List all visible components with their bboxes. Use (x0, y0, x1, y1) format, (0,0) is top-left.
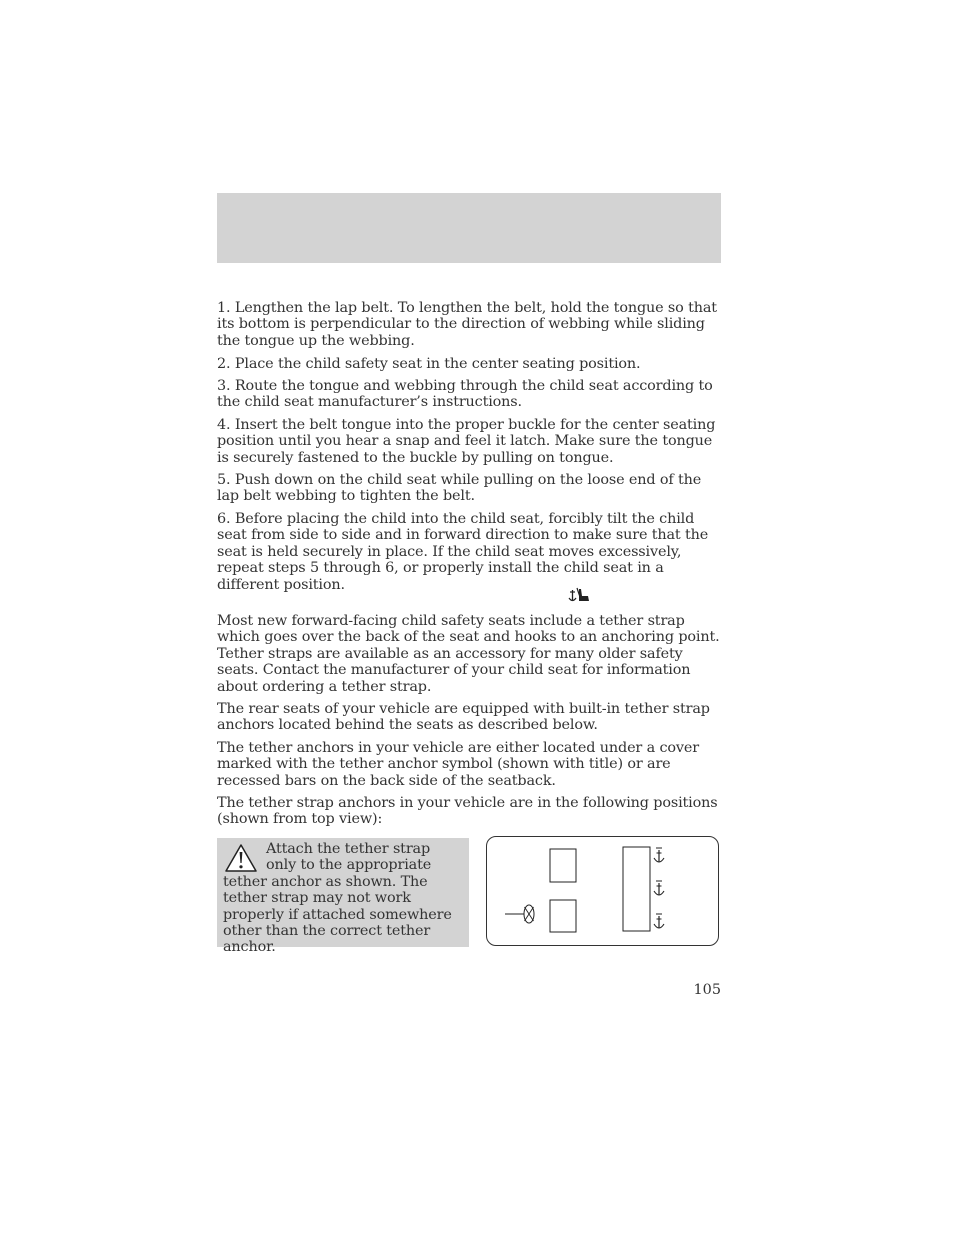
tether-anchor-diagram (486, 836, 719, 946)
rear-bench-seat (623, 847, 650, 931)
section-header-band (217, 193, 721, 263)
anchor-icon (654, 848, 664, 862)
step-4: 4. Insert the belt tongue into the proper buckle for the center seating position until you hear a snap and feel it latch. Make sure the tongue is securely fastened to the buckle by pulling on tongue. (217, 417, 716, 466)
step-3: 3. Route the tongue and webbing through the child seat according to the child seat manufacturer’s instructions. (217, 378, 713, 411)
driver-seat (550, 900, 576, 932)
front-passenger-seat (550, 849, 576, 882)
anchor-positions-paragraph: The tether strap anchors in your vehicle are in the following positions (shown from top view): (217, 795, 718, 828)
anchor-icon (654, 914, 664, 928)
steering-wheel-icon (505, 905, 534, 923)
vehicle-top-view (487, 837, 718, 945)
tether-intro-paragraph: Most new forward-facing child safety seats include a tether strap which goes over the back of the seat and hooks to an anchoring point. Tether straps are available as an accessory for many older safety seats. Contact the manufacturer of your child seat for information about ordering a tether strap. (217, 613, 720, 695)
rear-seats-paragraph: The rear seats of your vehicle are equipped with built-in tether strap anchors located behind the seats as described below. (217, 701, 710, 734)
step-6: 6. Before placing the child into the child seat, forcibly tilt the child seat from side to side and in forward direction to make sure that the seat is held securely in place. If the child seat moves excessively, repeat steps 5 through 6, or properly install the child seat in a different position. (217, 511, 709, 593)
tether-anchor-symbol-icon (568, 586, 590, 604)
page-number: 105 (693, 982, 721, 998)
warning-box (217, 838, 469, 956)
step-2: 2. Place the child safety seat in the center seating position. (217, 356, 641, 372)
anchor-icon (654, 881, 664, 895)
step-5: 5. Push down on the child seat while pulling on the loose end of the lap belt webbing to tighten the belt. (217, 472, 702, 505)
warning-text: Attach the tether strap only to the appropriate tether anchor as shown. The tether strap may not work properly if attached somewhere other than the correct tether anchor. (223, 841, 452, 956)
step-1: 1. Lengthen the lap belt. To lengthen the belt, hold the tongue so that its bottom is perpendicular to the direction of webbing while sliding the tongue up the webbing. (217, 300, 717, 349)
anchor-location-paragraph: The tether anchors in your vehicle are either located under a cover marked with the tether anchor symbol (shown with title) or are recessed bars on the back side of the seatback. (217, 740, 699, 789)
